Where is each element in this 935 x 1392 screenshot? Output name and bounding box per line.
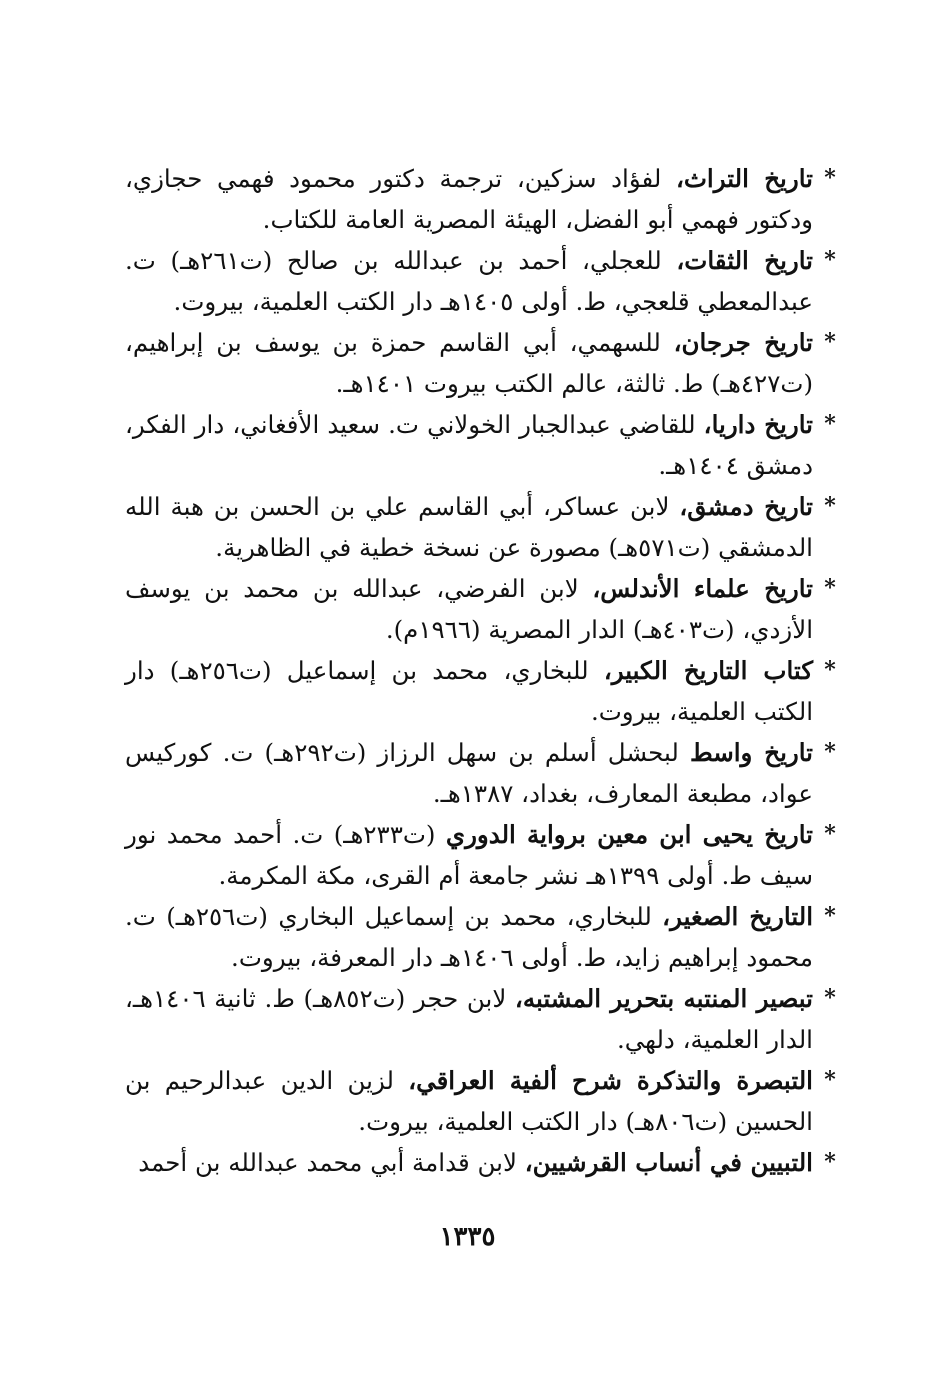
- bibliography-entry: [125, 650, 843, 732]
- entry-title: تاريخ يحيى ابن معين برواية الدوري: [445, 820, 813, 849]
- entry-title: تبصير المنتبه بتحرير المشتبه،: [514, 984, 813, 1013]
- entry-title: كتاب التاريخ الكبير،: [603, 656, 813, 685]
- entry-text: للعجلي، أحمد بن عبدالله بن صالح (ت٢٦١هـ) ت. عبدالمعطي قلعجي، ط. أولى ١٤٠٥هـ دار الكتب العلمية، بيروت.: [125, 246, 813, 316]
- entry-text: للبخاري، محمد بن إسماعيل (ت٢٥٦هـ) دار الكتب العلمية، بيروت.: [125, 656, 813, 726]
- bibliography-entry: [125, 978, 843, 1060]
- entry-text: لابن حجر (ت٨٥٢هـ) ط. ثانية ١٤٠٦هـ، الدار العلمية، دلهي.: [125, 984, 813, 1054]
- bibliography-list: [125, 158, 843, 1183]
- bibliography-entry: [125, 732, 843, 814]
- entry-title: التبيين في أنساب القرشيين،: [524, 1148, 813, 1177]
- entry-text: للقاضي عبدالجبار الخولاني ت. سعيد الأفغاني، دار الفكر، دمشق ١٤٠٤هـ.: [125, 410, 813, 480]
- asterisk-bullet: *: [824, 985, 836, 1011]
- entry-title: تاريخ التراث،: [675, 164, 813, 193]
- entry-title: تاريخ داريا،: [703, 410, 813, 439]
- asterisk-bullet: *: [824, 493, 836, 519]
- asterisk-bullet: *: [824, 739, 836, 765]
- bibliography-entry: [125, 1060, 843, 1142]
- entry-text: للسهمي، أبي القاسم حمزة بن يوسف بن إبراهيم، (ت٤٢٧هـ) ط. ثالثة، عالم الكتب بيروت ١٤٠١هـ.: [125, 328, 813, 398]
- entry-title: تاريخ علماء الأندلس،: [592, 574, 813, 603]
- bibliography-entry: [125, 404, 843, 486]
- entry-title: التبصرة والتذكرة شرح ألفية العراقي،: [408, 1066, 813, 1095]
- asterisk-bullet: *: [824, 575, 836, 601]
- bibliography-entry: [125, 240, 843, 322]
- entry-title: التاريخ الصغير،: [662, 902, 813, 931]
- asterisk-bullet: *: [824, 657, 836, 683]
- entry-text: لبحشل أسلم بن سهل الرزاز (ت٢٩٢هـ) ت. كوركيس عواد، مطبعة المعارف، بغداد، ١٣٨٧هـ.: [125, 738, 813, 808]
- entry-text: لابن قدامة أبي محمد عبدالله بن أحمد: [138, 1148, 525, 1177]
- asterisk-bullet: *: [824, 329, 836, 355]
- bibliography-entry: [125, 814, 843, 896]
- entry-text: لابن الفرضي، عبدالله بن محمد بن يوسف الأزدي، (ت٤٠٣هـ) الدار المصرية (١٩٦٦م).: [125, 574, 813, 644]
- entry-text: للبخاري، محمد بن إسماعيل البخاري (ت٢٥٦هـ) ت. محمود إبراهيم زايد، ط. أولى ١٤٠٦هـ دار المعرفة، بيروت.: [125, 902, 813, 972]
- bibliography-entry: [125, 568, 843, 650]
- asterisk-bullet: *: [824, 165, 836, 191]
- entry-title: تاريخ واسط: [689, 738, 814, 767]
- asterisk-bullet: *: [824, 411, 836, 437]
- asterisk-bullet: *: [824, 247, 836, 273]
- bibliography-entry: [125, 322, 843, 404]
- asterisk-bullet: *: [824, 821, 836, 847]
- entry-title: تاريخ جرجان،: [673, 328, 813, 357]
- bibliography-entry: [125, 486, 843, 568]
- asterisk-bullet: *: [824, 1149, 836, 1175]
- entry-text: (ت٢٣٣هـ) ت. أحمد محمد نور سيف ط. أولى ١٣٩٩هـ نشر جامعة أم القرى، مكة المكرمة.: [125, 820, 813, 890]
- bibliography-entry: [125, 896, 843, 978]
- entry-text: لزين الدين عبدالرحيم بن الحسين (ت٨٠٦هـ) دار الكتب العلمية، بيروت.: [125, 1066, 813, 1136]
- asterisk-bullet: *: [824, 903, 836, 929]
- entry-text: لفؤاد سزكين، ترجمة دكتور محمود فهمي حجازي، ودكتور فهمي أبو الفضل، الهيئة المصرية العامة للكتاب.: [125, 164, 813, 234]
- asterisk-bullet: *: [824, 1067, 836, 1093]
- bibliography-entry: [125, 1142, 843, 1183]
- entry-title: تاريخ دمشق،: [679, 492, 813, 521]
- entry-title: تاريخ الثقات،: [676, 246, 813, 275]
- page-number: ١٣٣٥: [439, 1222, 496, 1252]
- bibliography-entry: [125, 158, 843, 240]
- entry-text: لابن عساكر، أبي القاسم علي بن الحسن بن هبة الله الدمشقي (ت٥٧١هـ) مصورة عن نسخة خطية في الظاهرية.: [125, 492, 813, 562]
